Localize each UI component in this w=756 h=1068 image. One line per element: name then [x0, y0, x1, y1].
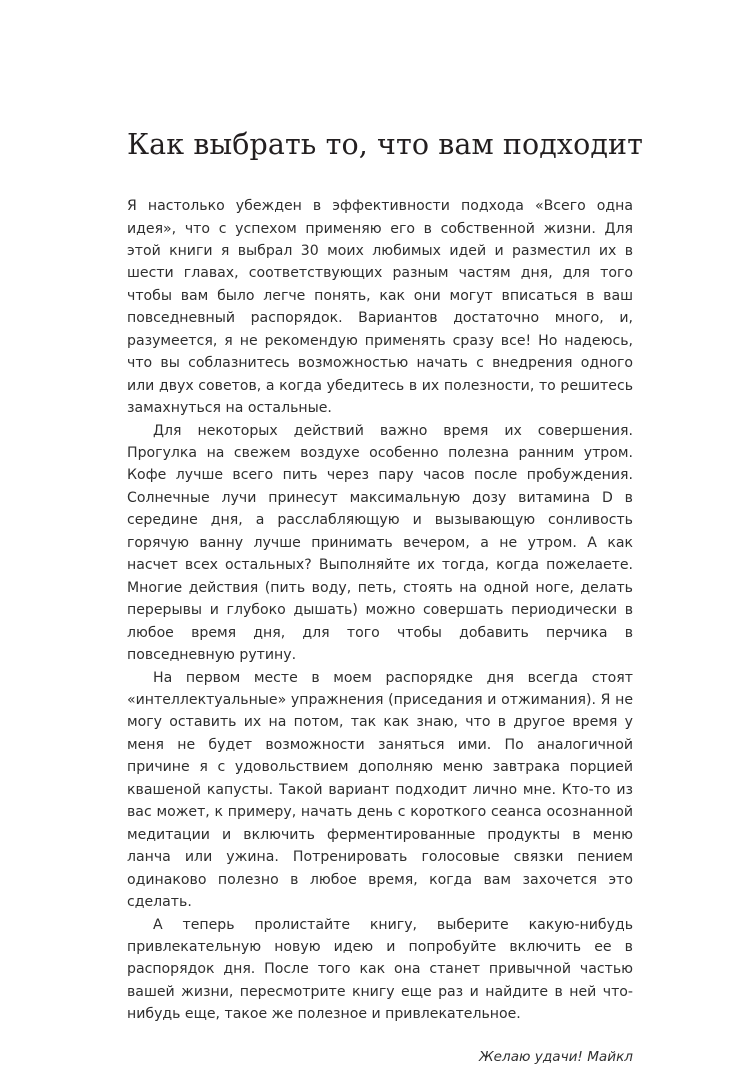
page-content: [127, 128, 643, 1068]
page-title: Как выбрать то, что вам подходит: [127, 128, 643, 161]
body-paragraph-3: На первом месте в моем распорядке дня всегда стоят «интеллектуальные» упражнения (приседания и отжимания). Я не могу оставить их на потом, так как знаю, что в другое время у меня не будет возможности заняться ими. По аналогичной причине я с удовольствием дополняю меню завтрака порцией квашеной капусты. Такой вариант подходит лично мне. Кто-то из вас может, к примеру, начать день с короткого сеанса осознанной медитации и включить ферментированные продукты в меню ланча или ужина. Потренировать голосовые связки пением одинаково полезно в любое время, когда вам захочется это сделать.: [127, 669, 633, 911]
body-paragraph-4: А теперь пролистайте книгу, выберите какую-нибудь привлекательную новую идею и попробуйте включить ее в распорядок дня. После того как она станет привычной частью вашей жизни, пересмотрите книгу еще раз и найдите в ней что-нибудь еще, такое же полезное и привлекательное.: [127, 916, 633, 1023]
body-paragraph-2: Для некоторых действий важно время их совершения. Прогулка на свежем воздухе особенно полезна ранним утром. Кофе лучше всего пить через пару часов после пробуждения. Солнечные лучи принесут максимальную дозу витамина D в середине дня, а расслабляющую и вызывающую сонливость горячую ванну лучше принимать вечером, а не утром. А как насчет всех остальных? Выполняйте их тогда, когда пожелаете. Многие действия (пить воду, петь, стоять на одной ноге, делать перерывы и глубоко дышать) можно совершать периодически в любое время дня, для того чтобы добавить перчика в повседневную рутину.: [127, 422, 633, 664]
signature-line: Желаю удачи! Майкл: [479, 1048, 633, 1065]
body-paragraph-1: Я настолько убежден в эффективности подхода «Всего одна идея», что с успехом применяю его в собственной жизни. Для этой книги я выбрал 30 моих любимых идей и разместил их в шести главах, соответствующих разным частям дня, для того чтобы вам было легче понять, как они могут вписаться в ваш повседневный распорядок. Вариантов достаточно много, и, разумеется, я не рекомендую применять сразу все! Но надеюсь, что вы соблазнитесь возможностью начать с внедрения одного или двух советов, а когда убедитесь в их полезности, то решитесь замахнуться на остальные.: [127, 198, 633, 417]
